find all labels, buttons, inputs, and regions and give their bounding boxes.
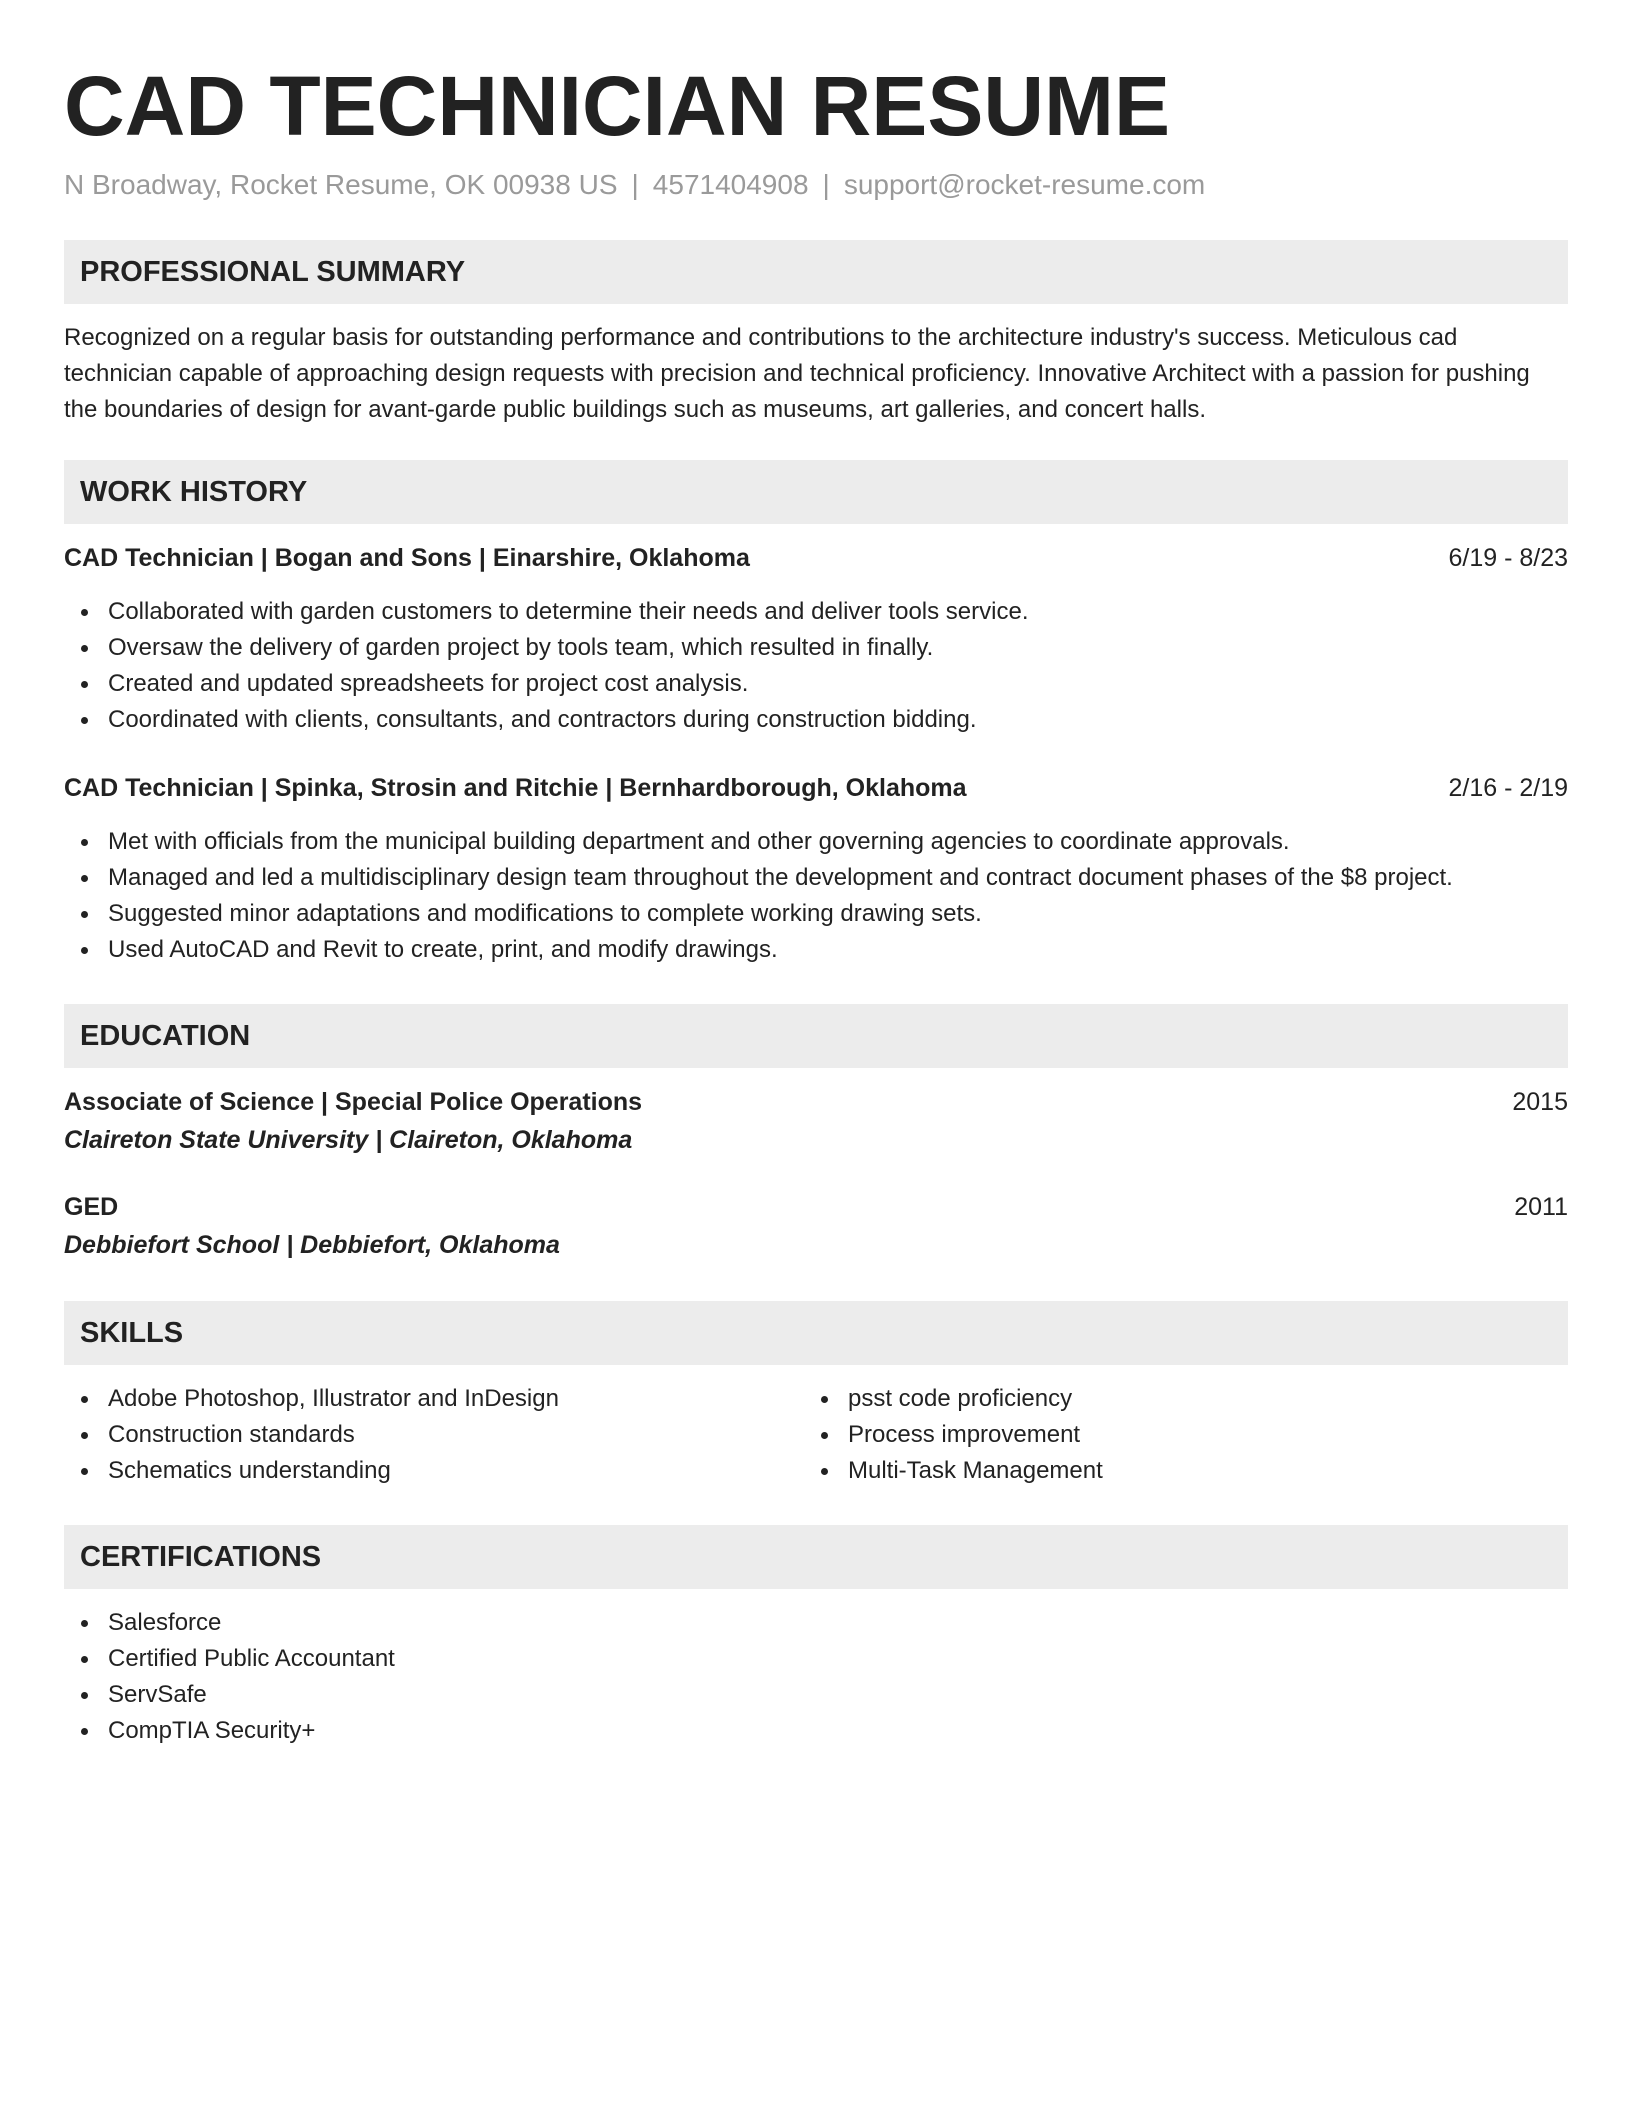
education-entry (64, 1189, 1568, 1265)
contact-address: N Broadway, Rocket Resume, OK 00938 US (64, 169, 618, 200)
certifications-heading: CERTIFICATIONS (64, 1525, 1568, 1589)
contact-separator: | (822, 169, 830, 200)
skills-section (64, 1301, 1568, 1489)
skills-list-right (804, 1381, 1544, 1489)
list-item: Schematics understanding (64, 1453, 804, 1489)
job-header (64, 540, 1568, 576)
list-item: Process improvement (804, 1417, 1544, 1453)
education-section (64, 1004, 1568, 1265)
list-item: Multi-Task Management (804, 1453, 1544, 1489)
list-item: Salesforce (64, 1605, 1568, 1641)
job-dates: 6/19 - 8/23 (1448, 544, 1568, 572)
list-item: CompTIA Security+ (64, 1713, 1568, 1749)
list-item: Used AutoCAD and Revit to create, print, and modify drawings. (64, 932, 1568, 968)
list-item: Met with officials from the municipal building department and other governing agencies to coordinate approvals. (64, 824, 1568, 860)
list-item: Collaborated with garden customers to determine their needs and deliver tools service. (64, 594, 1568, 630)
education-year: 2011 (1514, 1193, 1568, 1221)
education-degree: Associate of Science | Special Police Operations (64, 1088, 643, 1116)
work-history-heading: WORK HISTORY (64, 460, 1568, 524)
contact-phone: 4571404908 (652, 169, 809, 200)
list-item: Certified Public Accountant (64, 1641, 1568, 1677)
summary-section (64, 240, 1568, 428)
list-item: Coordinated with clients, consultants, and contractors during construction bidding. (64, 702, 1568, 738)
list-item: psst code proficiency (804, 1381, 1544, 1417)
skills-list-left (64, 1381, 804, 1489)
summary-text: Recognized on a regular basis for outstanding performance and contributions to the architecture industry's success. Meticulous cad technician capable of approaching design requests with precision and technical proficiency. Innovative Architect with a passion for pushing the boundaries of design for avant-garde public buildings such as museums, art galleries, and concert halls. (64, 324, 1530, 423)
contact-email: support@rocket-resume.com (843, 169, 1206, 200)
summary-heading: PROFESSIONAL SUMMARY (64, 240, 1568, 304)
education-entry (64, 1084, 1568, 1160)
certifications-section (64, 1525, 1568, 1749)
job-bullets (64, 824, 1568, 968)
list-item: Managed and led a multidisciplinary design team throughout the development and contract document phases of the $8 project. (64, 860, 1568, 896)
job-dates: 2/16 - 2/19 (1448, 774, 1568, 802)
list-item: Construction standards (64, 1417, 804, 1453)
list-item: Oversaw the delivery of garden project by tools team, which resulted in finally. (64, 630, 1568, 666)
contact-separator: | (631, 169, 639, 200)
list-item: Created and updated spreadsheets for project cost analysis. (64, 666, 1568, 702)
job-bullets (64, 594, 1568, 738)
resume-title: CAD TECHNICIAN RESUME (64, 59, 1171, 153)
list-item: ServSafe (64, 1677, 1568, 1713)
education-heading: EDUCATION (64, 1004, 1568, 1068)
list-item: Suggested minor adaptations and modifications to complete working drawing sets. (64, 896, 1568, 932)
skills-heading: SKILLS (64, 1301, 1568, 1365)
work-history-section (64, 460, 1568, 968)
job-header (64, 770, 1568, 806)
education-header (64, 1084, 1568, 1120)
education-school: Debbiefort School | Debbiefort, Oklahoma (64, 1231, 560, 1259)
job-entry (64, 770, 1568, 968)
contact-line (64, 168, 1568, 202)
job-title: CAD Technician | Bogan and Sons | Einarshire, Oklahoma (64, 544, 750, 572)
job-title: CAD Technician | Spinka, Strosin and Ritchie | Bernhardborough, Oklahoma (64, 774, 967, 802)
education-year: 2015 (1512, 1088, 1568, 1116)
job-entry (64, 540, 1568, 738)
certifications-list (64, 1605, 1568, 1749)
list-item: Adobe Photoshop, Illustrator and InDesign (64, 1381, 804, 1417)
skills-columns (64, 1381, 1568, 1489)
education-degree: GED (64, 1193, 119, 1221)
education-header (64, 1189, 1568, 1225)
education-school: Claireton State University | Claireton, Oklahoma (64, 1126, 633, 1154)
